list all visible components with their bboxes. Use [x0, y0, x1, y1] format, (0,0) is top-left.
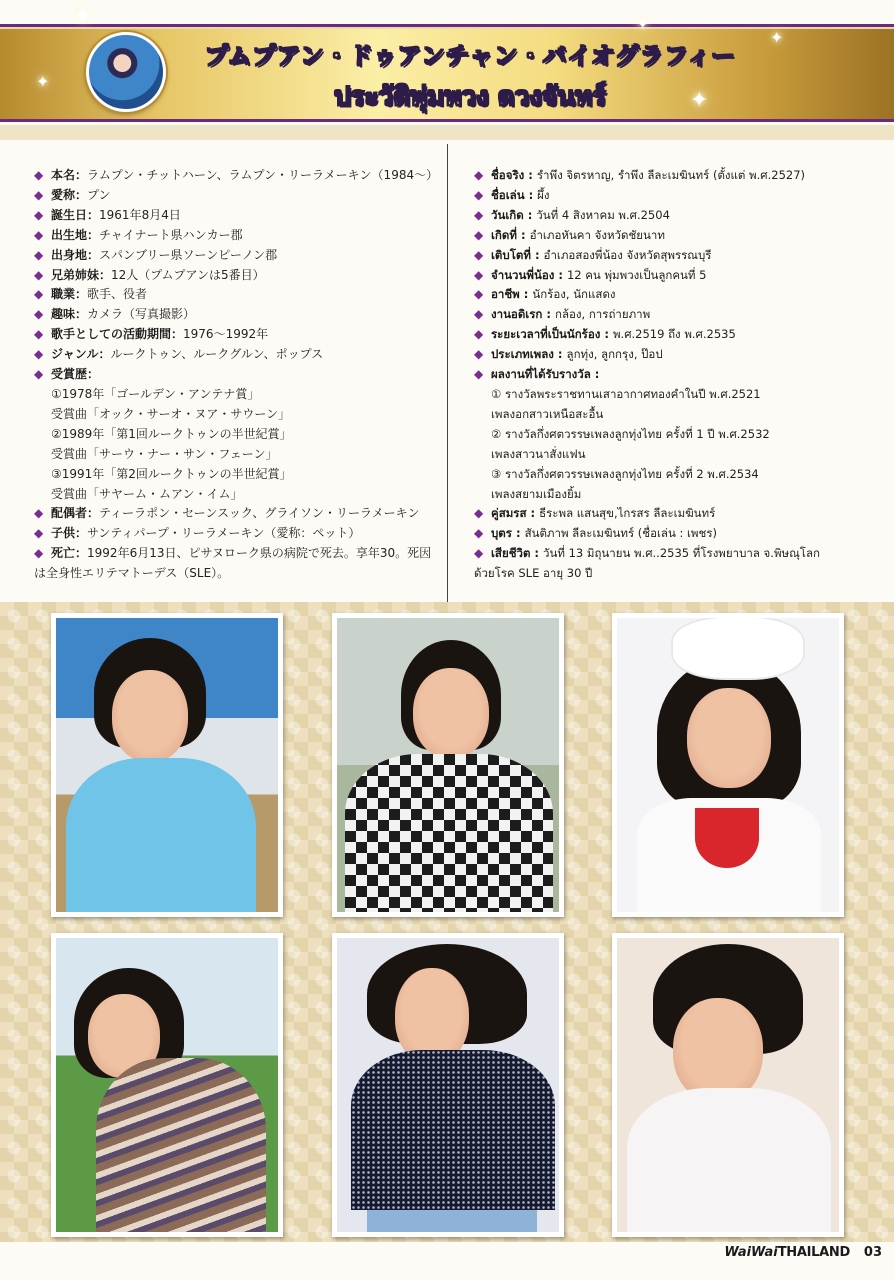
- biography-thai: [474, 166, 874, 584]
- bio-jp-item: ◆ 子供：サンティパープ・リーラメーキン（愛称：ペット）: [34, 524, 434, 544]
- bio-th-subline: เพลงสยามเมืองยิ้ม: [491, 486, 582, 501]
- photo-1: [51, 613, 283, 917]
- bio-th-item: ◆ เกิดที่ : อำเภอหันคา จังหวัดชัยนาท: [474, 226, 874, 246]
- bio-th-item: ◆ จำนวนพี่น้อง : 12 คน พุ่มพวงเป็นลูกคนที่ 5: [474, 266, 874, 286]
- diamond-bullet-icon: ◆: [34, 227, 44, 242]
- bio-th-value: 12 คน พุ่มพวงเป็นลูกคนที่ 5: [566, 267, 707, 282]
- diamond-bullet-icon: ◆: [474, 546, 484, 561]
- bio-jp-label: 出生地: [51, 227, 88, 242]
- bio-jp-value: チャイナート県ハンカー郡: [99, 227, 243, 242]
- bio-jp-value: 歌手、役者: [87, 287, 148, 302]
- bio-jp-label: 子供: [51, 526, 76, 541]
- diamond-bullet-icon: ◆: [34, 247, 44, 262]
- bio-th-value: วันที่ 13 มิถุนายน พ.ศ..2535 ที่โรงพยาบาล จ.พิษณุโลก: [543, 546, 820, 561]
- sparkle-icon: ✦: [74, 4, 93, 29]
- diamond-bullet-icon: ◆: [474, 247, 484, 262]
- bio-jp-label: 兄弟姉妹: [51, 267, 100, 282]
- bio-jp-label: 出身地: [51, 247, 88, 262]
- bio-th-value: พ.ศ.2519 ถึง พ.ศ.2535: [612, 327, 736, 342]
- photo-5: [332, 933, 564, 1237]
- bio-jp-label: 愛称: [51, 187, 76, 202]
- biography-japanese: [34, 166, 439, 584]
- bio-jp-label: 死亡: [51, 546, 76, 561]
- bio-th-item: ◆ ชื่อจริง : รำพึง จิตรหาญ, รำพึง ลีละเมฆินทร์ (ตั้งแต่ พ.ศ.2527): [474, 166, 874, 186]
- photo-2: [332, 613, 564, 917]
- bio-th-value: อำเภอสองพี่น้อง จังหวัดสุพรรณบุรี: [543, 247, 712, 262]
- bio-th-label: บุตร: [491, 526, 512, 541]
- diamond-bullet-icon: ◆: [34, 347, 44, 362]
- bio-th-subline: ② รางวัลกึ่งศตวรรษเพลงลูกทุ่งไทย ครั้งที่ 1 ปี พ.ศ.2532: [491, 426, 770, 441]
- page-title-japanese: プムプアン・ドゥアンチャン・バイオグラフィー: [204, 42, 736, 70]
- bio-jp-item: ◆ 本名：ラムプン・チットハーン、ラムプン・リーラメーキン（1984〜）: [34, 166, 434, 186]
- diamond-bullet-icon: ◆: [474, 207, 484, 222]
- bio-th-item: ◆ ผลงานที่ได้รับรางวัล :: [474, 365, 874, 385]
- diamond-bullet-icon: ◆: [34, 207, 44, 222]
- bio-th-subline: ① รางวัลพระราชทานเสาอากาศทองคำในปี พ.ศ.2521: [491, 386, 761, 401]
- bio-th-item: ◆ อาชีพ : นักร้อง, นักแสดง: [474, 285, 874, 305]
- bio-th-value: ผึ้ง: [537, 187, 550, 202]
- diamond-bullet-icon: ◆: [34, 526, 44, 541]
- bio-jp-value: カメラ（写真撮影）: [87, 307, 196, 322]
- bio-th-label: ผลงานที่ได้รับรางวัล: [491, 367, 591, 382]
- bio-jp-value: ラムプン・チットハーン、ラムプン・リーラメーキン（1984〜）: [87, 168, 439, 182]
- bio-jp-label: 職業: [51, 287, 76, 302]
- page-title-thai: ประวัติพุ่มพวง ดวงจันทร์: [334, 82, 606, 112]
- diamond-bullet-icon: ◆: [34, 168, 44, 182]
- photo-6: [612, 933, 844, 1237]
- diamond-bullet-icon: ◆: [34, 506, 44, 521]
- bio-jp-item: ◆ 趣味：カメラ（写真撮影）: [34, 305, 434, 325]
- bio-th-subline: เพลงสาวนาสั่งแฟน: [491, 446, 586, 461]
- bio-jp-value: 1976〜1992年: [183, 327, 269, 342]
- bio-th-item: ◆ เสียชีวิต : วันที่ 13 มิถุนายน พ.ศ..2535 ที่โรงพยาบาล จ.พิษณุโลก: [474, 544, 874, 564]
- bio-jp-label: 本名: [51, 168, 76, 182]
- bio-jp-item: ◆ 出身地：スパンブリー県ソーンピーノン郡: [34, 246, 434, 266]
- bio-th-label: เสียชีวิต: [491, 546, 531, 561]
- bio-th-item: ◆ ชื่อเล่น : ผึ้ง: [474, 186, 874, 206]
- bio-jp-subline: ②1989年「第1回ルークトゥンの半世紀賞」: [51, 426, 292, 441]
- sparkle-icon: ✦: [770, 28, 784, 47]
- bio-jp-value: ティーラポン・セーンスック、グライソン・リーラメーキン: [99, 506, 420, 521]
- bio-th-label: งานอดิเรก: [491, 307, 543, 322]
- diamond-bullet-icon: ◆: [474, 367, 484, 382]
- bio-jp-item: ◆ 配偶者：ティーラポン・セーンスック、グライソン・リーラメーキン: [34, 504, 434, 524]
- bio-jp-value: 1961年8月4日: [99, 207, 181, 222]
- bio-th-subline: ด้วยโรค SLE อายุ 30 ปี: [474, 566, 593, 581]
- bio-th-value: ลูกทุ่ง, ลูกกรุง, ป๊อป: [566, 347, 663, 362]
- bio-jp-item: ◆ 誕生日：1961年8月4日: [34, 206, 434, 226]
- page-number: 03: [863, 1245, 882, 1260]
- bio-jp-item: ◆ 職業：歌手、役者: [34, 285, 434, 305]
- bio-jp-value: サンティパープ・リーラメーキン（愛称：ペット）: [87, 526, 361, 541]
- diamond-bullet-icon: ◆: [34, 187, 44, 202]
- bio-jp-item: ◆ 兄弟姉妹：12人（プムプアンは5番目）: [34, 266, 434, 286]
- bio-jp-label: 歌手としての活動期間: [51, 327, 172, 342]
- bio-th-value: สันติภาพ ลีละเมฆินทร์ (ชื่อเล่น : เพชร): [524, 526, 717, 541]
- bio-jp-value: 1992年6月13日、ピサヌローク県の病院で死去。享年30。死因: [87, 546, 432, 561]
- brand-logo: WaiWaiTHAILAND: [724, 1245, 850, 1260]
- avatar: [86, 32, 166, 112]
- photo-gallery: [0, 602, 894, 1242]
- bio-th-value: ธีระพล แสนสุข,ไกรสร ลีละเมฆินทร์: [539, 506, 716, 521]
- bio-th-value: รำพึง จิตรหาญ, รำพึง ลีละเมฆินทร์ (ตั้งแต่ พ.ศ.2527): [536, 168, 806, 182]
- bio-th-item: ◆ คู่สมรส : ธีระพล แสนสุข,ไกรสร ลีละเมฆินทร์: [474, 504, 874, 524]
- diamond-bullet-icon: ◆: [474, 287, 484, 302]
- diamond-bullet-icon: ◆: [474, 327, 484, 342]
- bio-th-item: ◆ บุตร : สันติภาพ ลีละเมฆินทร์ (ชื่อเล่น : เพชร): [474, 524, 874, 544]
- bio-jp-subline: は全身性エリテマトーデス（SLE）。: [34, 566, 230, 581]
- bio-th-item: ◆ ประเภทเพลง : ลูกทุ่ง, ลูกกรุง, ป๊อป: [474, 345, 874, 365]
- bio-th-label: ประเภทเพลง: [491, 347, 554, 362]
- bio-jp-value: ルークトゥン、ルークグルン、ポップス: [110, 347, 324, 362]
- bio-jp-label: 配偶者: [51, 506, 88, 521]
- bio-th-label: วันเกิด: [491, 207, 524, 222]
- sparkle-icon: ✦: [36, 72, 50, 91]
- diamond-bullet-icon: ◆: [34, 287, 44, 302]
- bio-th-label: เติบโตที่: [491, 247, 531, 262]
- bio-jp-item: ◆ 歌手としての活動期間：1976〜1992年: [34, 325, 434, 345]
- bio-jp-value: スパンブリー県ソーンピーノン郡: [99, 247, 278, 262]
- diamond-bullet-icon: ◆: [474, 267, 484, 282]
- column-divider: [447, 144, 448, 602]
- bio-jp-item: ◆ ジャンル：ルークトゥン、ルークグルン、ポップス: [34, 345, 434, 365]
- diamond-bullet-icon: ◆: [474, 506, 484, 521]
- bio-th-label: จำนวนพี่น้อง: [491, 267, 555, 282]
- bio-th-label: ชื่อจริง: [491, 168, 525, 182]
- diamond-bullet-icon: ◆: [34, 327, 44, 342]
- bio-th-value: อำเภอหันคา จังหวัดชัยนาท: [529, 227, 665, 242]
- bio-jp-subline: ③1991年「第2回ルークトゥンの半世紀賞」: [51, 466, 292, 481]
- bio-jp-subline: 受賞曲「オック・サーオ・ヌア・サウーン」: [51, 406, 291, 421]
- bio-jp-subline: 受賞曲「サヤーム・ムアン・イム」: [51, 486, 243, 501]
- bio-jp-value: プン: [87, 187, 111, 202]
- sparkle-icon: ✦: [690, 88, 709, 113]
- bio-jp-label: 誕生日: [51, 207, 88, 222]
- bio-th-label: ระยะเวลาที่เป็นนักร้อง: [491, 327, 601, 342]
- bio-jp-item: ◆ 愛称：プン: [34, 186, 434, 206]
- diamond-bullet-icon: ◆: [474, 227, 484, 242]
- diamond-bullet-icon: ◆: [474, 187, 484, 202]
- bio-th-subline: ③ รางวัลกึ่งศตวรรษเพลงลูกทุ่งไทย ครั้งที่ 2 พ.ศ.2534: [491, 466, 759, 481]
- bio-th-item: ◆ วันเกิด : วันที่ 4 สิงหาคม พ.ศ.2504: [474, 206, 874, 226]
- diamond-bullet-icon: ◆: [34, 367, 44, 382]
- bio-th-label: ชื่อเล่น: [491, 187, 525, 202]
- photo-4: [51, 933, 283, 1237]
- bio-th-item: ◆ งานอดิเรก : กล้อง, การถ่ายภาพ: [474, 305, 874, 325]
- bio-jp-value: 12人（プムプアンは5番目）: [111, 267, 265, 282]
- bio-jp-item: ◆ 受賞歴：: [34, 365, 434, 385]
- bio-th-label: เกิดที่: [491, 227, 517, 242]
- diamond-bullet-icon: ◆: [474, 526, 484, 541]
- bio-th-label: คู่สมรส: [491, 506, 527, 521]
- bio-th-label: อาชีพ: [491, 287, 520, 302]
- bio-jp-subline: 受賞曲「サーウ・ナー・サン・フェーン」: [51, 446, 278, 461]
- diamond-bullet-icon: ◆: [34, 307, 44, 322]
- bio-jp-label: 趣味: [51, 307, 76, 322]
- photo-3: [612, 613, 844, 917]
- sparkle-icon: ✦: [636, 14, 650, 33]
- bio-th-subline: เพลงอกสาวเหนือสะอื้น: [491, 406, 604, 421]
- bio-th-value: นักร้อง, นักแสดง: [532, 287, 616, 302]
- bio-th-value: วันที่ 4 สิงหาคม พ.ศ.2504: [536, 207, 670, 222]
- bio-jp-label: 受賞歴: [51, 367, 88, 382]
- diamond-bullet-icon: ◆: [34, 267, 44, 282]
- diamond-bullet-icon: ◆: [474, 307, 484, 322]
- diamond-bullet-icon: ◆: [34, 546, 44, 561]
- bio-th-item: ◆ ระยะเวลาที่เป็นนักร้อง : พ.ศ.2519 ถึง พ.ศ.2535: [474, 325, 874, 345]
- diamond-bullet-icon: ◆: [474, 168, 484, 182]
- bio-jp-subline: ①1978年「ゴールデン・アンテナ賞」: [51, 386, 260, 401]
- bio-jp-item: ◆ 出生地：チャイナート県ハンカー郡: [34, 226, 434, 246]
- bio-jp-item: ◆ 死亡：1992年6月13日、ピサヌローク県の病院で死去。享年30。死因: [34, 544, 434, 564]
- bio-jp-label: ジャンル: [51, 347, 99, 362]
- bio-th-item: ◆ เติบโตที่ : อำเภอสองพี่น้อง จังหวัดสุพรรณบุรี: [474, 246, 874, 266]
- bio-th-value: กล้อง, การถ่ายภาพ: [555, 307, 651, 322]
- diamond-bullet-icon: ◆: [474, 347, 484, 362]
